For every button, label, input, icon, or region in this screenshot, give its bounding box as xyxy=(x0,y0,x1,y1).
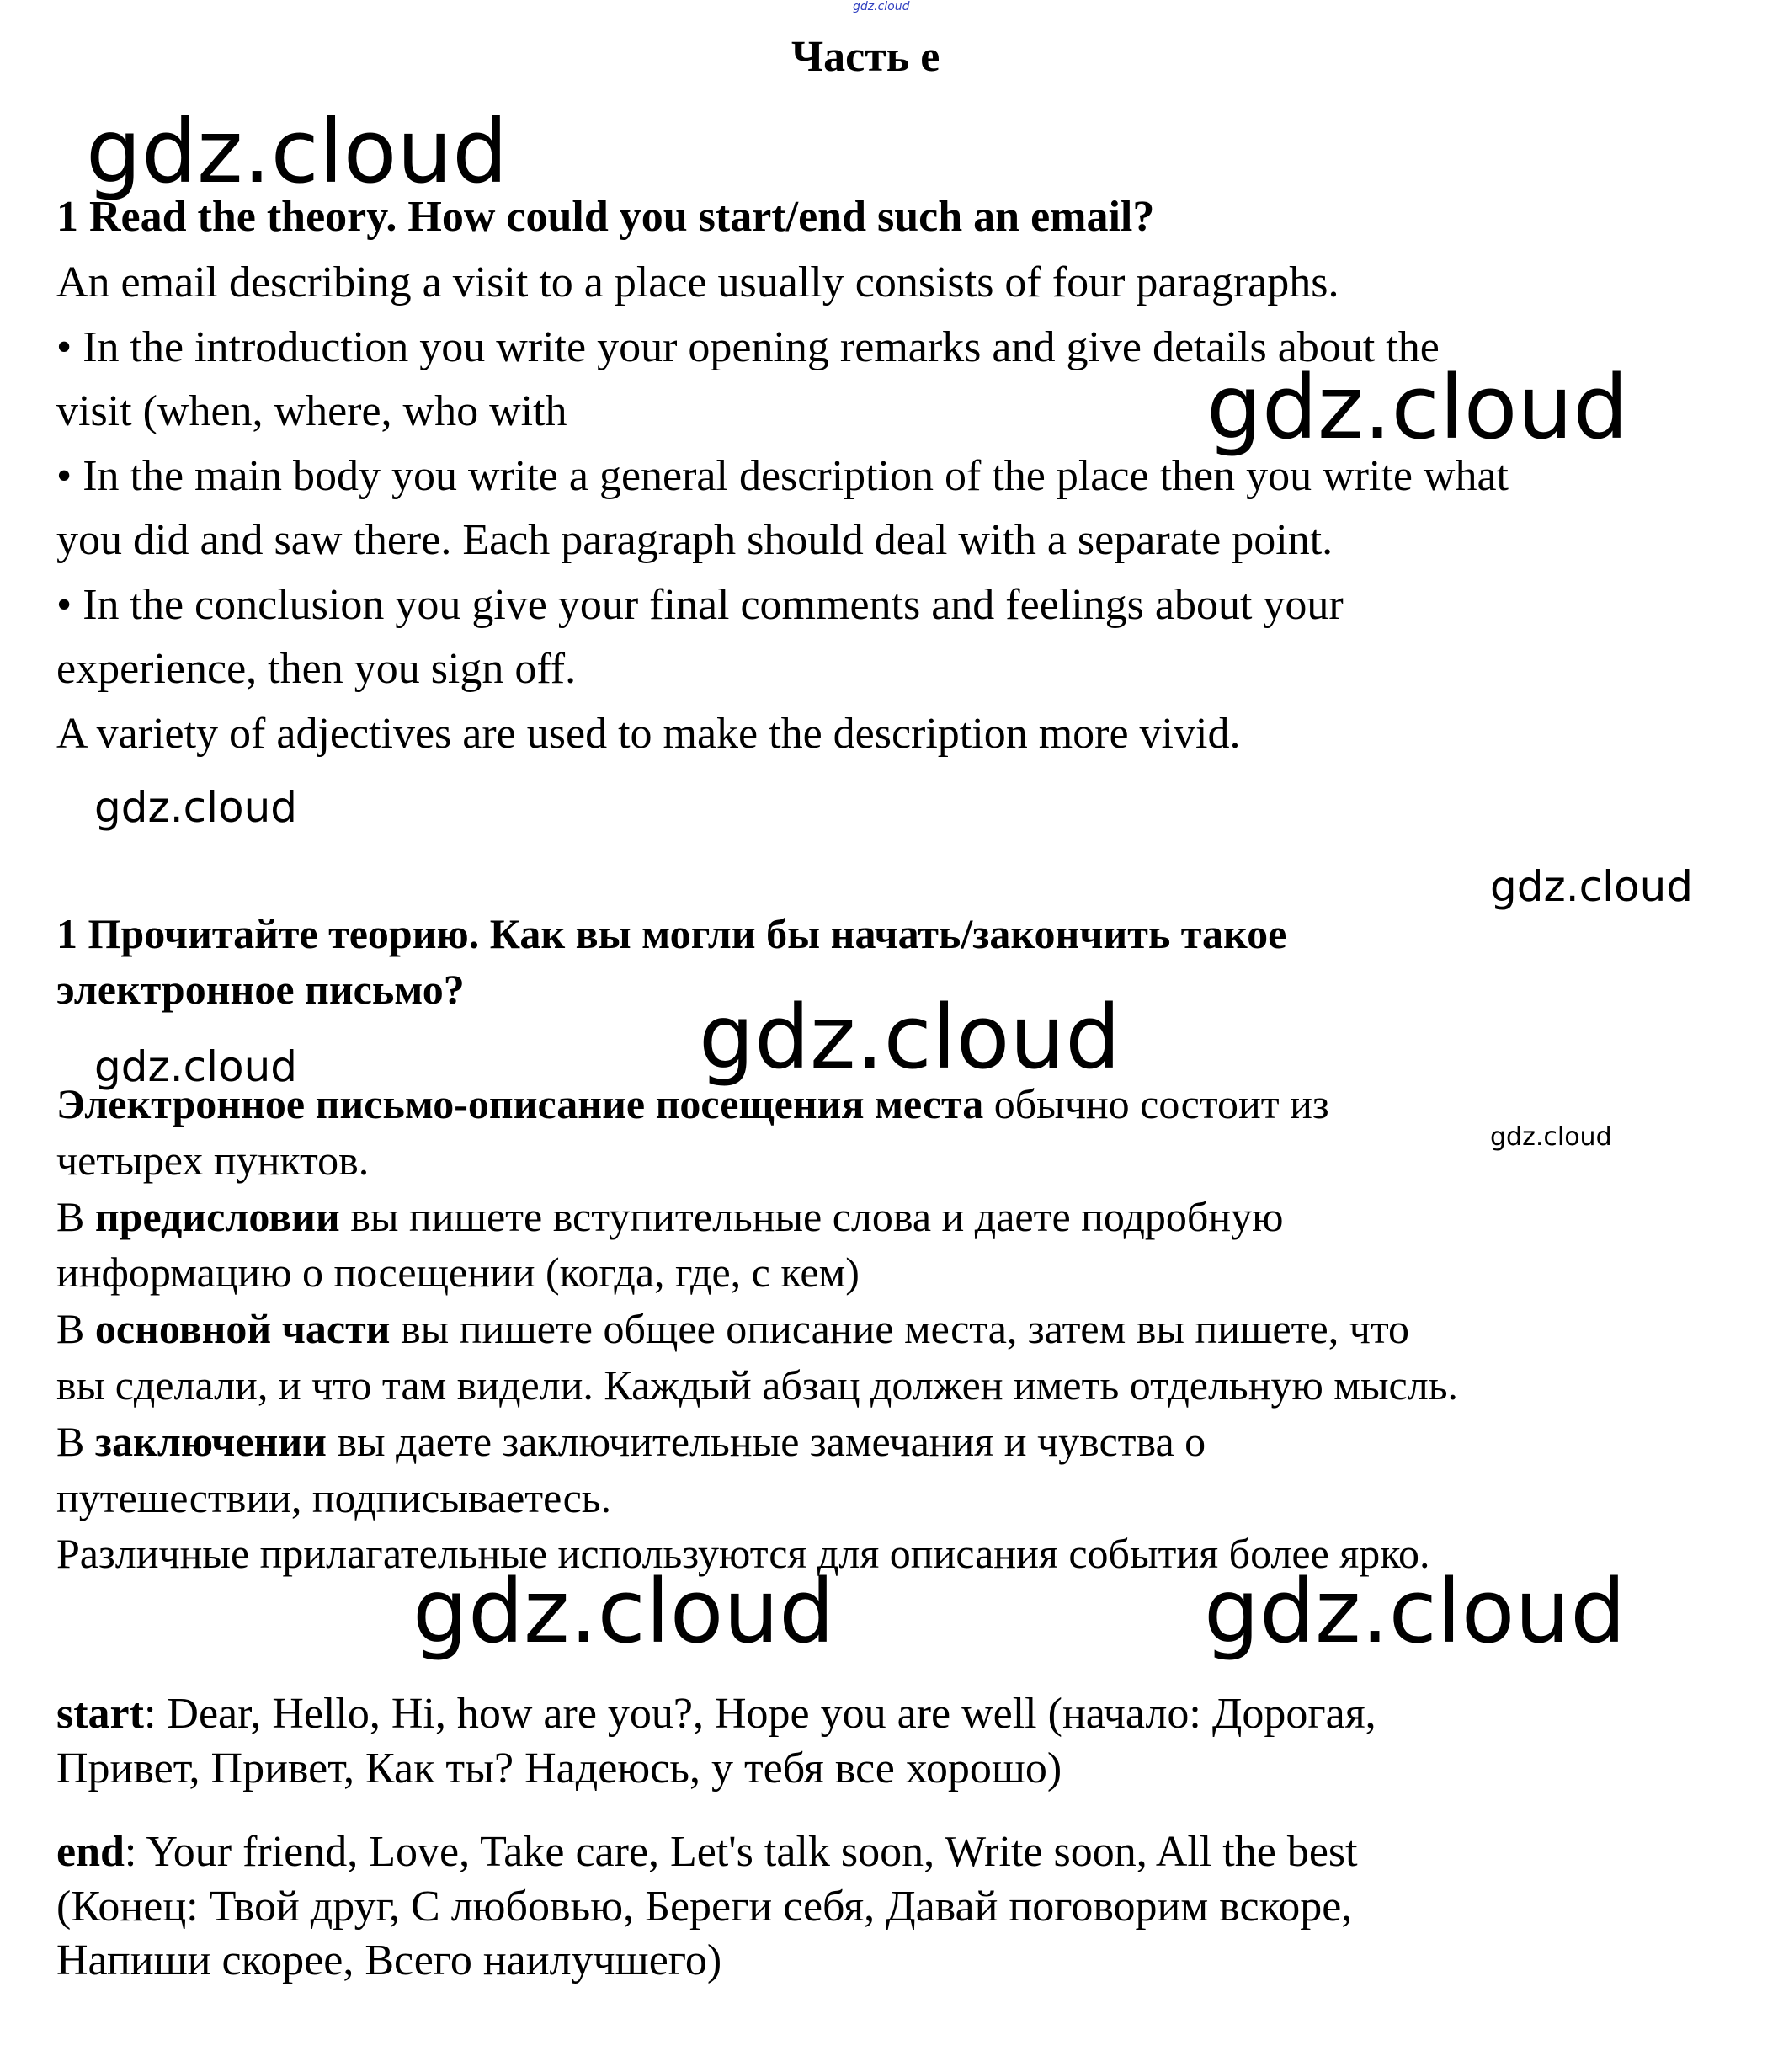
russian-p3-start: В xyxy=(56,1305,95,1353)
answer-end-label: end xyxy=(56,1828,125,1876)
russian-p3-bold: основной части xyxy=(94,1305,391,1353)
answer-start-line-2: Привет, Привет, Как ты? Надеюсь, у тебя все хорошо) xyxy=(56,1744,1062,1792)
english-line: A variety of adjectives are used to make the description more vivid. xyxy=(56,709,1241,758)
answer-end-line-1 xyxy=(56,1825,1358,1880)
watermark-large-5: gdz.cloud xyxy=(1204,1560,1626,1663)
russian-p3-line2: вы сделали, и что там видели. Каждый абзац должен иметь отдельную мысль. xyxy=(56,1361,1458,1409)
watermark-large-3: gdz.cloud xyxy=(699,986,1121,1089)
answer-start-label: start xyxy=(56,1690,144,1738)
russian-p1-line2: четырех пунктов. xyxy=(56,1136,370,1184)
russian-body xyxy=(56,1076,1458,1582)
russian-heading-line-2: электронное письмо? xyxy=(56,966,465,1013)
russian-p4-rest: вы даете заключительные замечания и чувства о xyxy=(326,1417,1206,1465)
english-line: experience, then you sign off. xyxy=(56,645,577,693)
english-line: • In the conclusion you give your final comments and feelings about your xyxy=(56,580,1344,629)
russian-p1 xyxy=(56,1076,1458,1132)
russian-p2-bold: предисловии xyxy=(94,1192,340,1240)
english-line: • In the introduction you write your opening remarks and give details about the xyxy=(56,322,1440,371)
watermark-medium-1: gdz.cloud xyxy=(94,783,298,832)
russian-p4 xyxy=(56,1414,1458,1470)
russian-heading xyxy=(56,906,1286,1017)
watermark-large-2: gdz.cloud xyxy=(1206,356,1629,459)
watermark-medium-2: gdz.cloud xyxy=(1490,862,1694,911)
english-line: you did and saw there. Each paragraph should deal with a separate point. xyxy=(56,516,1334,564)
english-line: visit (when, where, who with xyxy=(56,387,567,435)
russian-p2-start: В xyxy=(56,1192,95,1240)
answer-end xyxy=(56,1825,1358,1989)
russian-p1-bold: Электронное письмо-описание посещения места xyxy=(56,1080,984,1127)
answer-end-line-2: (Конец: Твой друг, С любовью, Береги себя, Давай поговорим вскоре, xyxy=(56,1882,1353,1931)
answer-end-line-3: Напиши скорее, Всего наилучшего) xyxy=(56,1936,722,1984)
answer-start-line-1 xyxy=(56,1687,1376,1742)
english-paragraph xyxy=(56,251,1509,766)
watermark-large-4: gdz.cloud xyxy=(413,1560,835,1663)
watermark-small: gdz.cloud xyxy=(1490,1122,1612,1152)
english-line: An email describing a visit to a place usually consists of four paragraphs. xyxy=(56,258,1339,306)
answer-end-text: : Your friend, Love, Take care, Let's talk soon, Write soon, All the best xyxy=(124,1828,1358,1876)
english-heading: 1 Read the theory. How could you start/end such an email? xyxy=(56,193,1155,241)
russian-heading-line-1: 1 Прочитайте теорию. Как вы могли бы начать/закончить такое xyxy=(56,910,1287,957)
page-title: Часть е xyxy=(791,33,940,81)
russian-p2-rest: вы пишете вступительные слова и даете подробную xyxy=(339,1192,1284,1240)
english-line: • In the main body you write a general description of the place then you write what xyxy=(56,451,1509,500)
russian-p3 xyxy=(56,1301,1458,1357)
russian-p2-line2: информацию о посещении (когда, где, с кем) xyxy=(56,1249,860,1297)
watermark-large-1: gdz.cloud xyxy=(86,100,508,203)
answer-start xyxy=(56,1687,1376,1796)
top-watermark: gdz.cloud xyxy=(853,0,910,13)
answer-start-text: : Dear, Hello, Hi, how are you?, Hope you are well (начало: Дорогая, xyxy=(143,1690,1376,1738)
russian-p1-rest: обычно состоит из xyxy=(983,1080,1329,1127)
russian-p2 xyxy=(56,1189,1458,1245)
russian-p3-rest: вы пишете общее описание места, затем вы пишете, что xyxy=(390,1305,1410,1353)
russian-p5: Различные прилагательные используются для описания события более ярко. xyxy=(56,1530,1430,1578)
russian-p4-start: В xyxy=(56,1417,95,1465)
watermark-medium-3: gdz.cloud xyxy=(94,1042,298,1091)
russian-p4-bold: заключении xyxy=(94,1417,327,1465)
russian-p4-line2: путешествии, подписываетесь. xyxy=(56,1473,612,1521)
